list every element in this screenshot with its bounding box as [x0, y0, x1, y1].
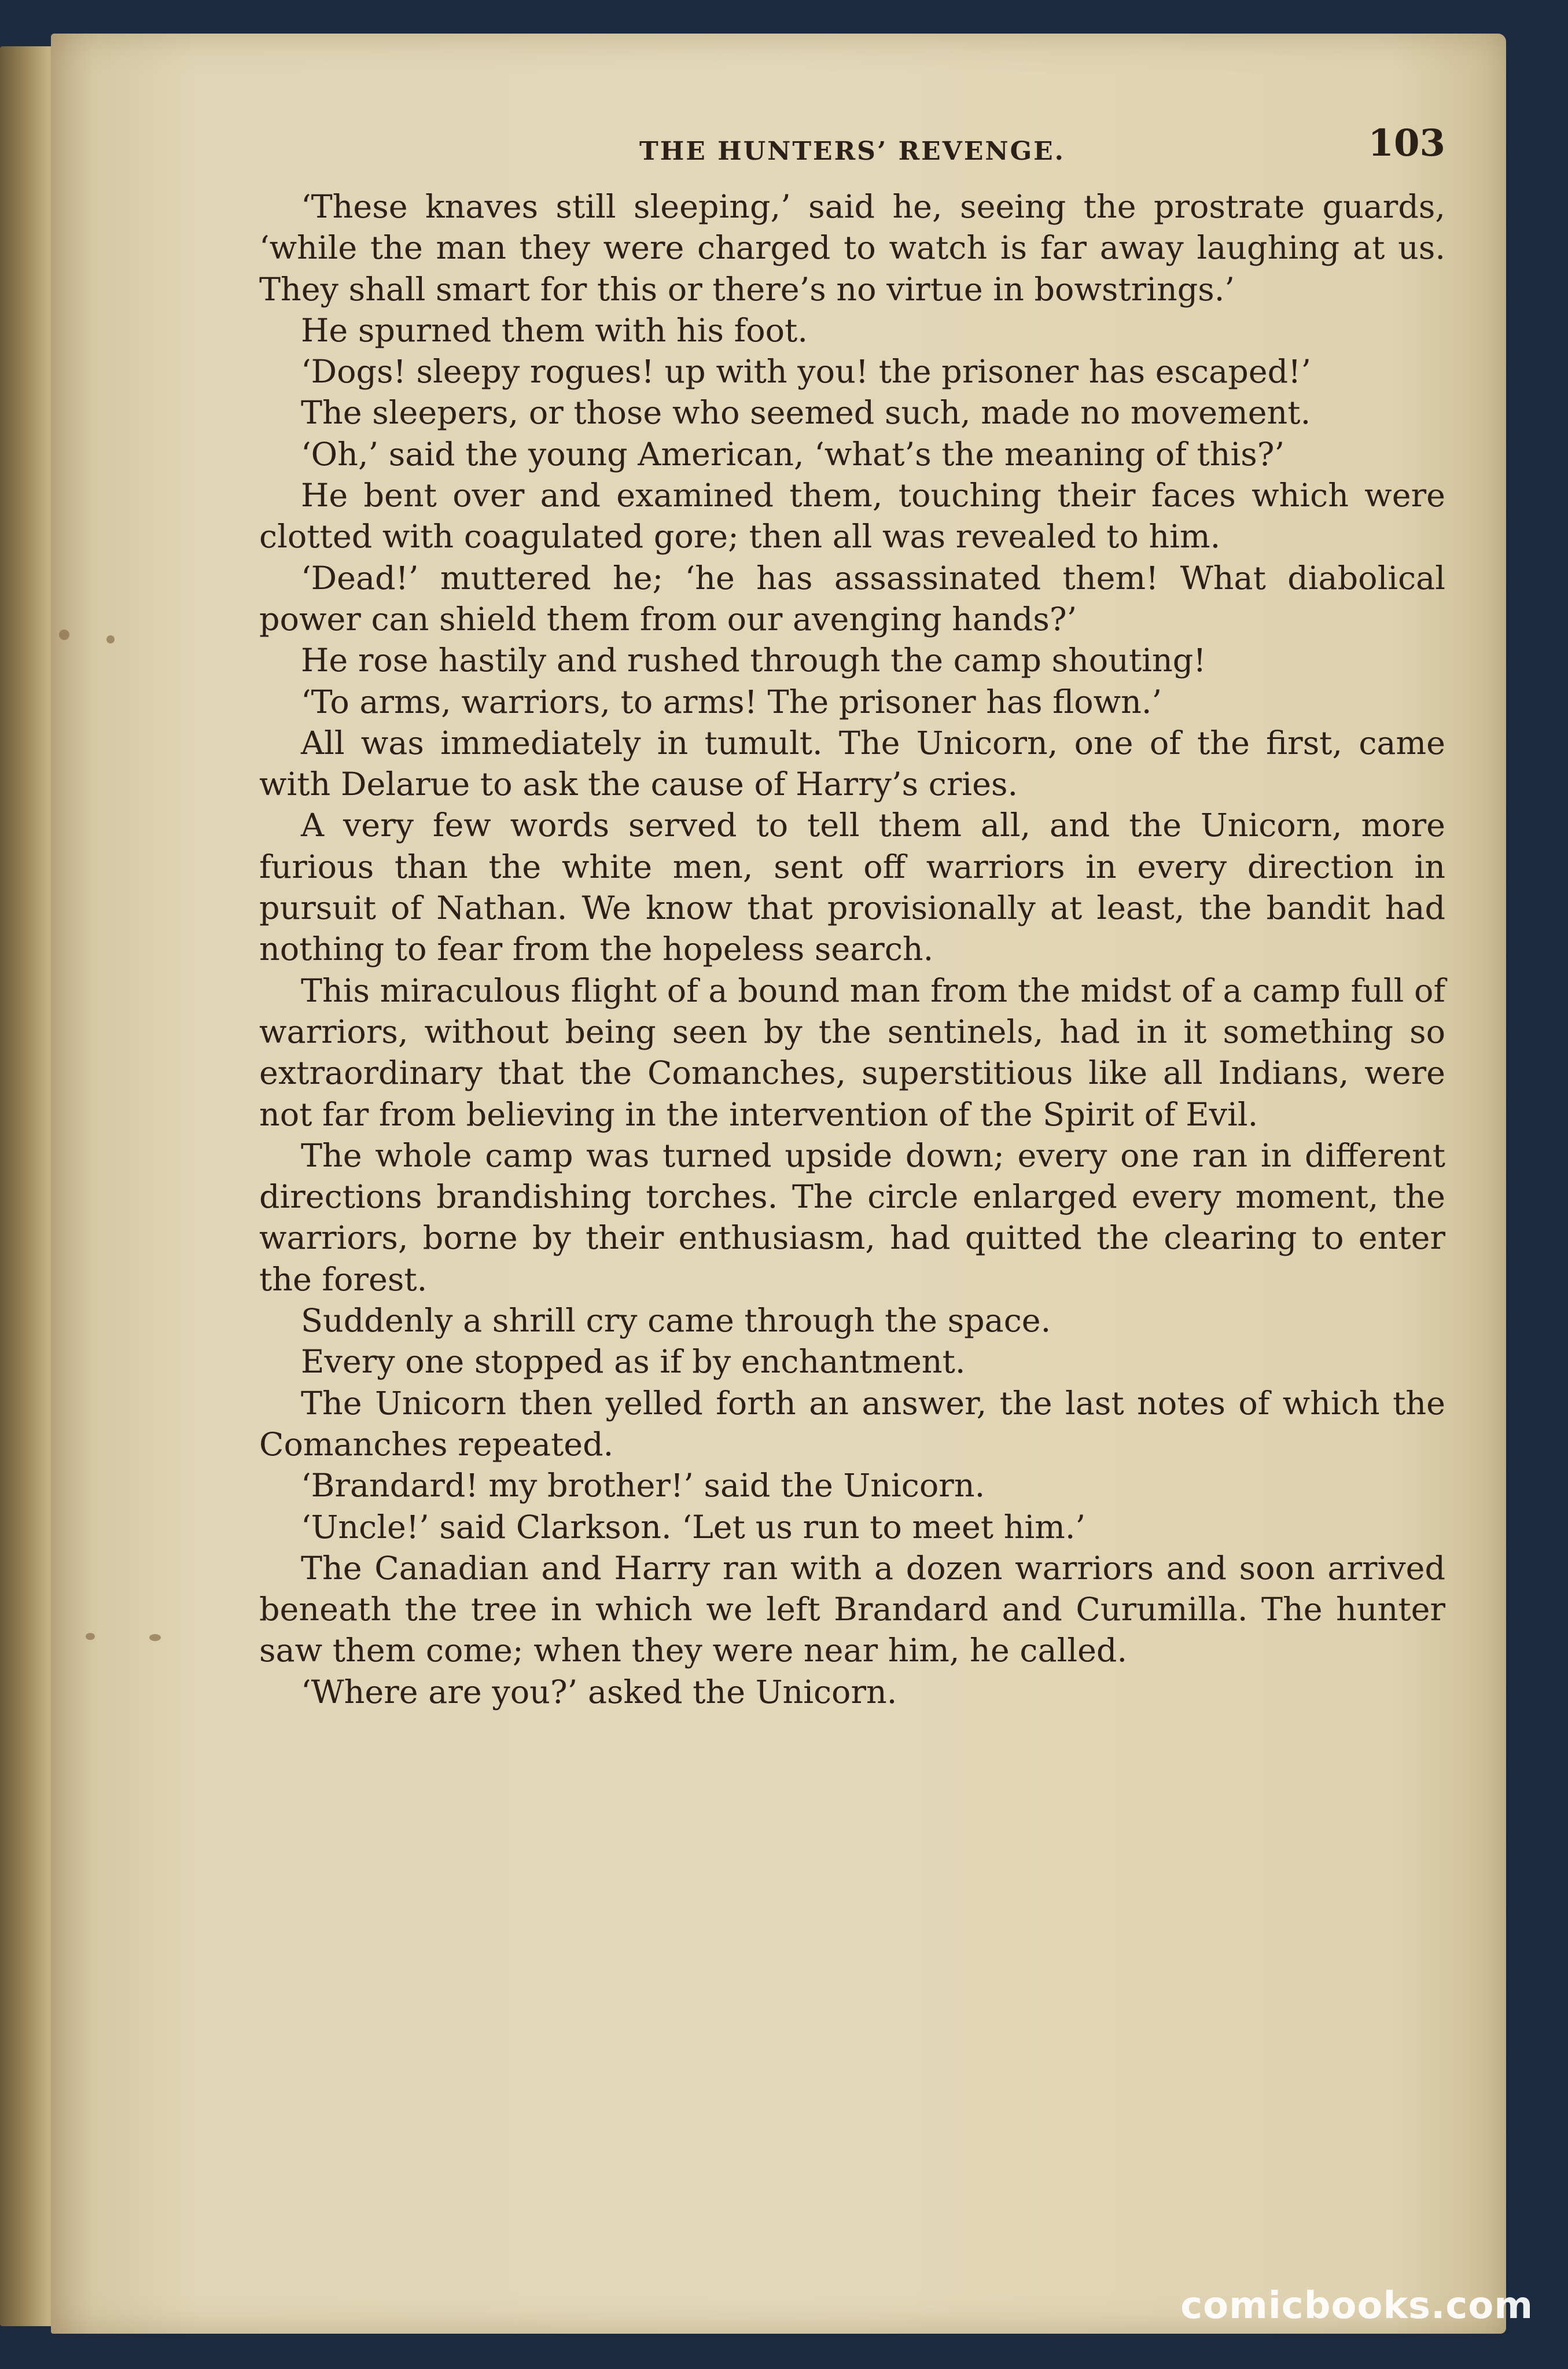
- paragraph: All was immediately in tumult. The Unicorn, one of the first, came with Delarue to ask the cause of Harry’s cries.: [259, 724, 1445, 804]
- margin-stain: [86, 1633, 95, 1640]
- paragraph: ‘These knaves still sleeping,’ said he, seeing the prostrate guards, ‘while the man they were charged to watch is far away laughing at us. They shall smart for this or there’s no virtue in bowstrings.’: [259, 188, 1445, 308]
- margin-stain: [106, 635, 115, 643]
- margin-stain: [59, 630, 69, 640]
- paragraph: The sleepers, or those who seemed such, made no movement.: [301, 394, 1311, 432]
- paragraph: ‘Where are you?’ asked the Unicorn.: [301, 1673, 897, 1711]
- paragraph: He rose hastily and rushed through the camp shouting!: [301, 642, 1206, 680]
- page-number: 103: [1368, 122, 1445, 165]
- paragraph: The Canadian and Harry ran with a dozen warriors and soon arrived beneath the tree in which we left Brandard and Curumilla. The hunter saw them come; when they were near him, he called.: [259, 1549, 1445, 1670]
- paragraph: ‘To arms, warriors, to arms! The prisoner has flown.’: [301, 683, 1162, 721]
- paragraph: This miraculous flight of a bound man from the midst of a camp full of warriors, without being seen by the sentinels, had in it something so extraordinary that the Comanches, superstitious like all Indians, were not far from believing in the intervention of the Spirit of Evil.: [259, 972, 1445, 1134]
- paragraph: ‘Uncle!’ said Clarkson. ‘Let us run to meet him.’: [301, 1508, 1086, 1546]
- paragraph: ‘Dead!’ muttered he; ‘he has assassinated them! What diabolical power can shield them from our avenging hands?’: [259, 559, 1445, 638]
- paragraph: He bent over and examined them, touching their faces which were clotted with coagulated gore; then all was revealed to him.: [259, 477, 1445, 556]
- paragraph: He spurned them with his foot.: [301, 311, 808, 350]
- book-page: [51, 34, 1506, 2334]
- page-text-block: [259, 120, 1445, 1713]
- paragraph: ‘Oh,’ said the young American, ‘what’s the meaning of this?’: [301, 435, 1285, 473]
- watermark: comicbooks.com: [1180, 2285, 1533, 2327]
- paragraph: The whole camp was turned upside down; every one ran in different directions brandishing torches. The circle enlarged every moment, the warriors, borne by their enthusiasm, had quitted the clearing to enter the forest.: [259, 1136, 1445, 1298]
- paragraph: ‘Dogs! sleepy rogues! up with you! the prisoner has escaped!’: [301, 353, 1312, 391]
- paragraph: Every one stopped as if by enchantment.: [301, 1343, 966, 1381]
- running-title: THE HUNTERS’ REVENGE.: [639, 137, 1066, 166]
- paragraph: The Unicorn then yelled forth an answer, the last notes of which the Comanches repeated.: [259, 1384, 1445, 1463]
- paragraph: Suddenly a shrill cry came through the space.: [301, 1302, 1051, 1340]
- running-head: [259, 120, 1445, 178]
- margin-stain: [149, 1634, 161, 1641]
- paragraph: ‘Brandard! my brother!’ said the Unicorn.: [301, 1467, 985, 1505]
- paragraph: A very few words served to tell them all, and the Unicorn, more furious than the white men, sent off warriors in every direction in pursuit of Nathan. We know that provisionally at least, the bandit had nothing to fear from the hopeless search.: [259, 807, 1445, 969]
